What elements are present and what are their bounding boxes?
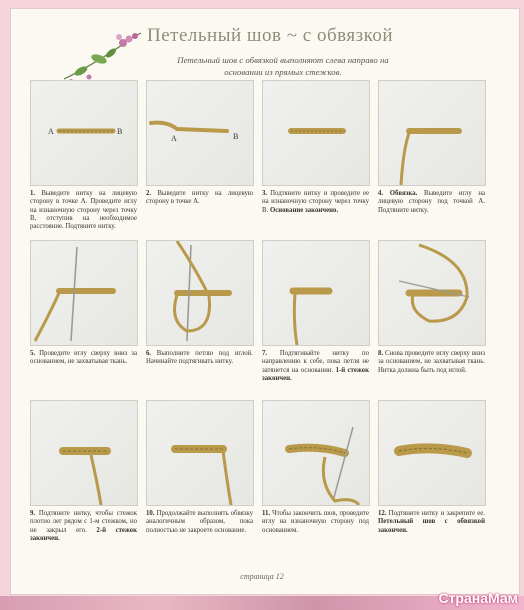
step-3 (262, 80, 369, 215)
step-bold: 2-й стежок закончен. (30, 526, 137, 542)
step-4 (378, 80, 485, 215)
page-subtitle: Петельный шов с обвязкой выполняют слева направо на основании из прямых стежков. (177, 55, 389, 77)
step-6 (146, 240, 253, 367)
step-number: 8. (378, 350, 384, 357)
step-text: Подтягивайте нитку по направлению к себе, пока петля не затянется на основании. (262, 350, 369, 374)
step-text: Выведите нитку на лицевую сторону в точке А. (146, 190, 253, 206)
step-2-caption (146, 190, 253, 207)
step-number: 2. (146, 190, 152, 197)
step-7-caption (262, 350, 369, 383)
step-11-photo (262, 400, 370, 506)
step-1-caption (30, 190, 137, 231)
step-5-photo (30, 240, 138, 346)
site-watermark: СтранаМам (438, 590, 518, 606)
step-number: 4. (378, 190, 384, 197)
page-number: страница 12 (240, 572, 284, 581)
step-4-photo (378, 80, 486, 186)
label-a: A (171, 134, 177, 143)
step-10 (146, 400, 253, 535)
step-1 (30, 80, 137, 231)
step-3-photo (262, 80, 370, 186)
step-7-photo (262, 240, 370, 346)
header (11, 9, 519, 87)
step-number: 10. (146, 510, 155, 517)
label-b: B (233, 132, 239, 141)
step-3-caption (262, 190, 369, 215)
step-9 (30, 400, 137, 543)
step-number: 9. (30, 510, 36, 517)
step-12 (378, 400, 485, 535)
step-number: 5. (30, 350, 36, 357)
step-9-photo (30, 400, 138, 506)
flower-illustration (59, 27, 145, 85)
step-number: 6. (146, 350, 152, 357)
step-text: Выведите нитку на лицевую сторону в точке А. Проведите иглу на изнаночную сторону через точку В, отступив на необходимое расстояние. Подтяните нитку. (30, 190, 137, 231)
step-bold: Петельный шов с обвязкой закончен. (378, 518, 485, 534)
step-number: 12. (378, 510, 387, 517)
step-text: Продолжайте выполнять обвязку аналогичным образом, пока полностью не закроете основание. (146, 510, 254, 534)
step-text: Выведите иглу на лицевую сторону под точкой А. Подтяните нитку. (378, 190, 485, 214)
step-12-photo (378, 400, 486, 506)
step-2-photo (146, 80, 254, 186)
step-7 (262, 240, 369, 383)
label-a: A (48, 127, 54, 136)
step-text: Подтяните нитку и закрепите ее. (388, 510, 485, 517)
page-title: Петельный шов ~ с обвязкой (147, 25, 394, 46)
step-text: Подтяните нитку, чтобы стежок плотно лег рядом с 1-м стежком, но не закрыл его. (30, 510, 137, 534)
step-9-caption (30, 510, 137, 543)
step-text: Подтяните нитку и проведите ее на изнаночную сторону через точку В. (262, 190, 369, 214)
step-number: 3. (262, 190, 268, 197)
step-text: Снова проведите иглу сверху вниз за основанием, не захватывая ткань. Нитка должна быть под иглой. (378, 350, 486, 374)
step-12-caption (378, 510, 485, 535)
step-bold: Основание закончено. (269, 206, 339, 214)
step-5-caption (30, 350, 137, 367)
step-number: 7. (262, 350, 268, 357)
step-6-caption (146, 350, 253, 367)
step-6-photo (146, 240, 254, 346)
step-number: 11. (262, 510, 271, 517)
step-11-caption (262, 510, 369, 535)
step-8-photo (378, 240, 486, 346)
step-text: Чтобы закончить шов, проведите иглу на изнаночную сторону под основанием. (262, 510, 369, 534)
step-2 (146, 80, 253, 207)
label-b: B (117, 127, 123, 136)
step-text: Проведите иглу сверху вниз за основанием, не захватывая ткань. (30, 350, 138, 366)
step-10-caption (146, 510, 253, 535)
step-bold: 1-й стежок закончен. (262, 366, 369, 382)
step-bold: Обвязка. (389, 190, 418, 197)
step-10-photo (146, 400, 254, 506)
step-8 (378, 240, 485, 375)
step-number: 1. (30, 190, 36, 197)
step-1-photo (30, 80, 138, 186)
step-text: Выполните петлю под иглой. Начинайте подтягивать нитку. (146, 350, 253, 366)
step-5 (30, 240, 137, 367)
step-4-caption (378, 190, 485, 215)
step-11 (262, 400, 369, 535)
step-8-caption (378, 350, 485, 375)
